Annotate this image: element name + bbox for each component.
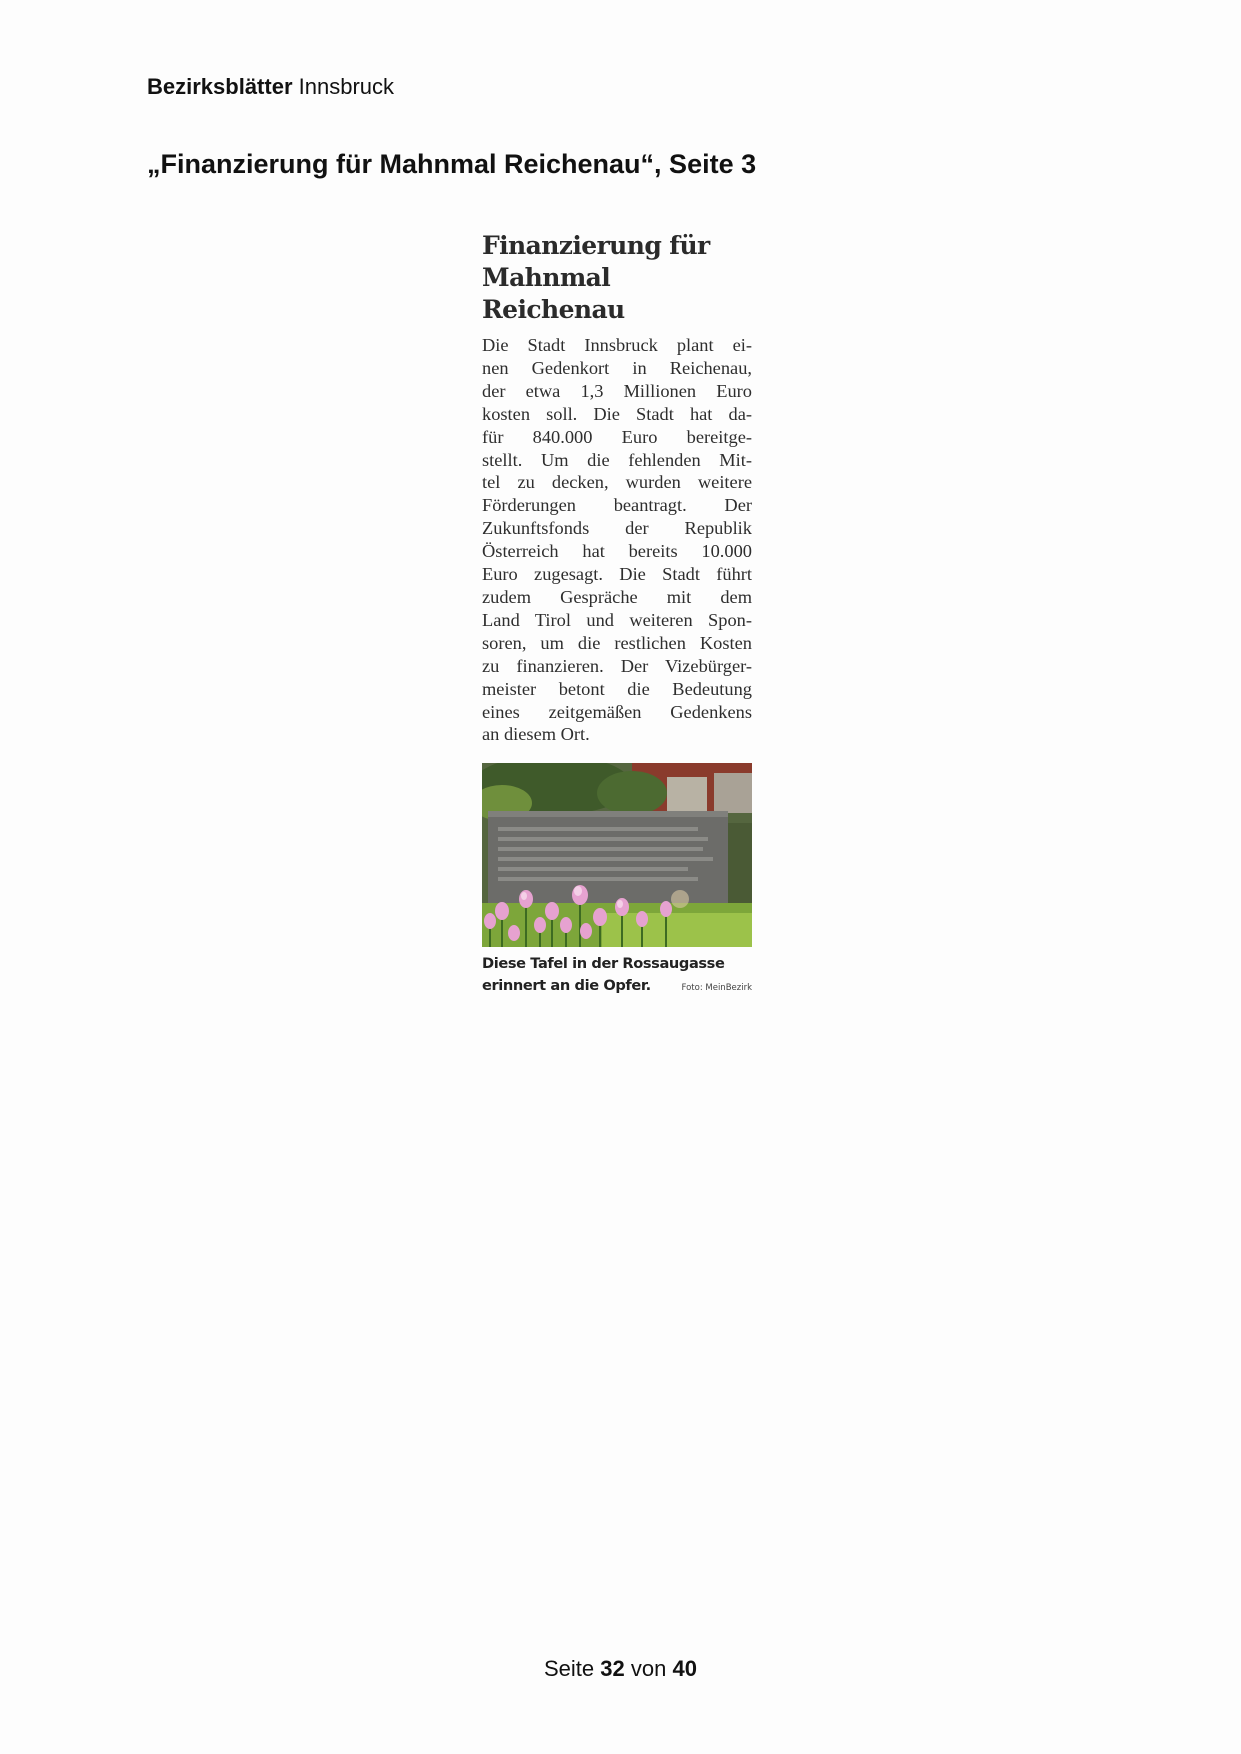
footer-prefix: Seite — [544, 1656, 595, 1681]
body-line: nen Gedenkort in Reichenau, — [482, 357, 752, 378]
body-line: der etwa 1,3 Millionen Euro — [482, 380, 752, 401]
body-line: an diesem Ort. — [482, 724, 590, 745]
body-line: Euro zugesagt. Die Stadt führt — [482, 564, 752, 585]
body-line: tel zu decken, wurden weitere — [482, 472, 752, 493]
page-total: 40 — [672, 1656, 697, 1681]
headline-line: Finanzierung für — [482, 231, 710, 260]
body-line: Land Tirol und weiteren Spon- — [482, 609, 752, 630]
body-line: kosten soll. Die Stadt hat da- — [482, 403, 752, 424]
body-line: zu finanzieren. Der Vizebürger- — [482, 655, 752, 676]
photo-caption-row — [482, 953, 752, 997]
article-clipping — [482, 230, 752, 997]
body-line: Österreich hat bereits 10.000 — [482, 541, 752, 562]
article-body — [482, 334, 752, 746]
footer-middle: von — [630, 1656, 667, 1681]
photo-caption: Diese Tafel in der Rossaugasse erinnert an die Opfer. — [482, 955, 725, 995]
publication-name: Bezirksblätter — [147, 74, 293, 99]
body-line: Zukunftsfonds der Republik — [482, 518, 752, 539]
publication-region: Innsbruck — [298, 74, 395, 99]
body-line: stellt. Um die fehlenden Mit- — [482, 449, 752, 470]
clip-title: „Finanzierung für Mahnmal Reichenau“, Seite 3 — [147, 149, 757, 179]
memorial-photo — [482, 763, 752, 947]
body-line: soren, um die restlichen Kosten — [482, 632, 752, 653]
article-headline — [482, 230, 752, 326]
publication-header — [147, 74, 394, 100]
body-line: eines zeitgemäßen Gedenkens — [482, 701, 752, 722]
body-line: Förderungen beantragt. Der — [482, 495, 752, 516]
headline-line: Mahnmal Reichenau — [482, 263, 625, 324]
body-line: Die Stadt Innsbruck plant ei- — [482, 335, 752, 355]
body-line: meister betont die Bedeutung — [482, 678, 752, 699]
photo-credit: Foto: MeinBezirk — [681, 983, 752, 994]
page-number: 32 — [600, 1656, 625, 1681]
body-line: zudem Gespräche mit dem — [482, 586, 752, 607]
page-footer — [0, 1656, 1241, 1682]
body-line: für 840.000 Euro bereitge- — [482, 426, 752, 447]
